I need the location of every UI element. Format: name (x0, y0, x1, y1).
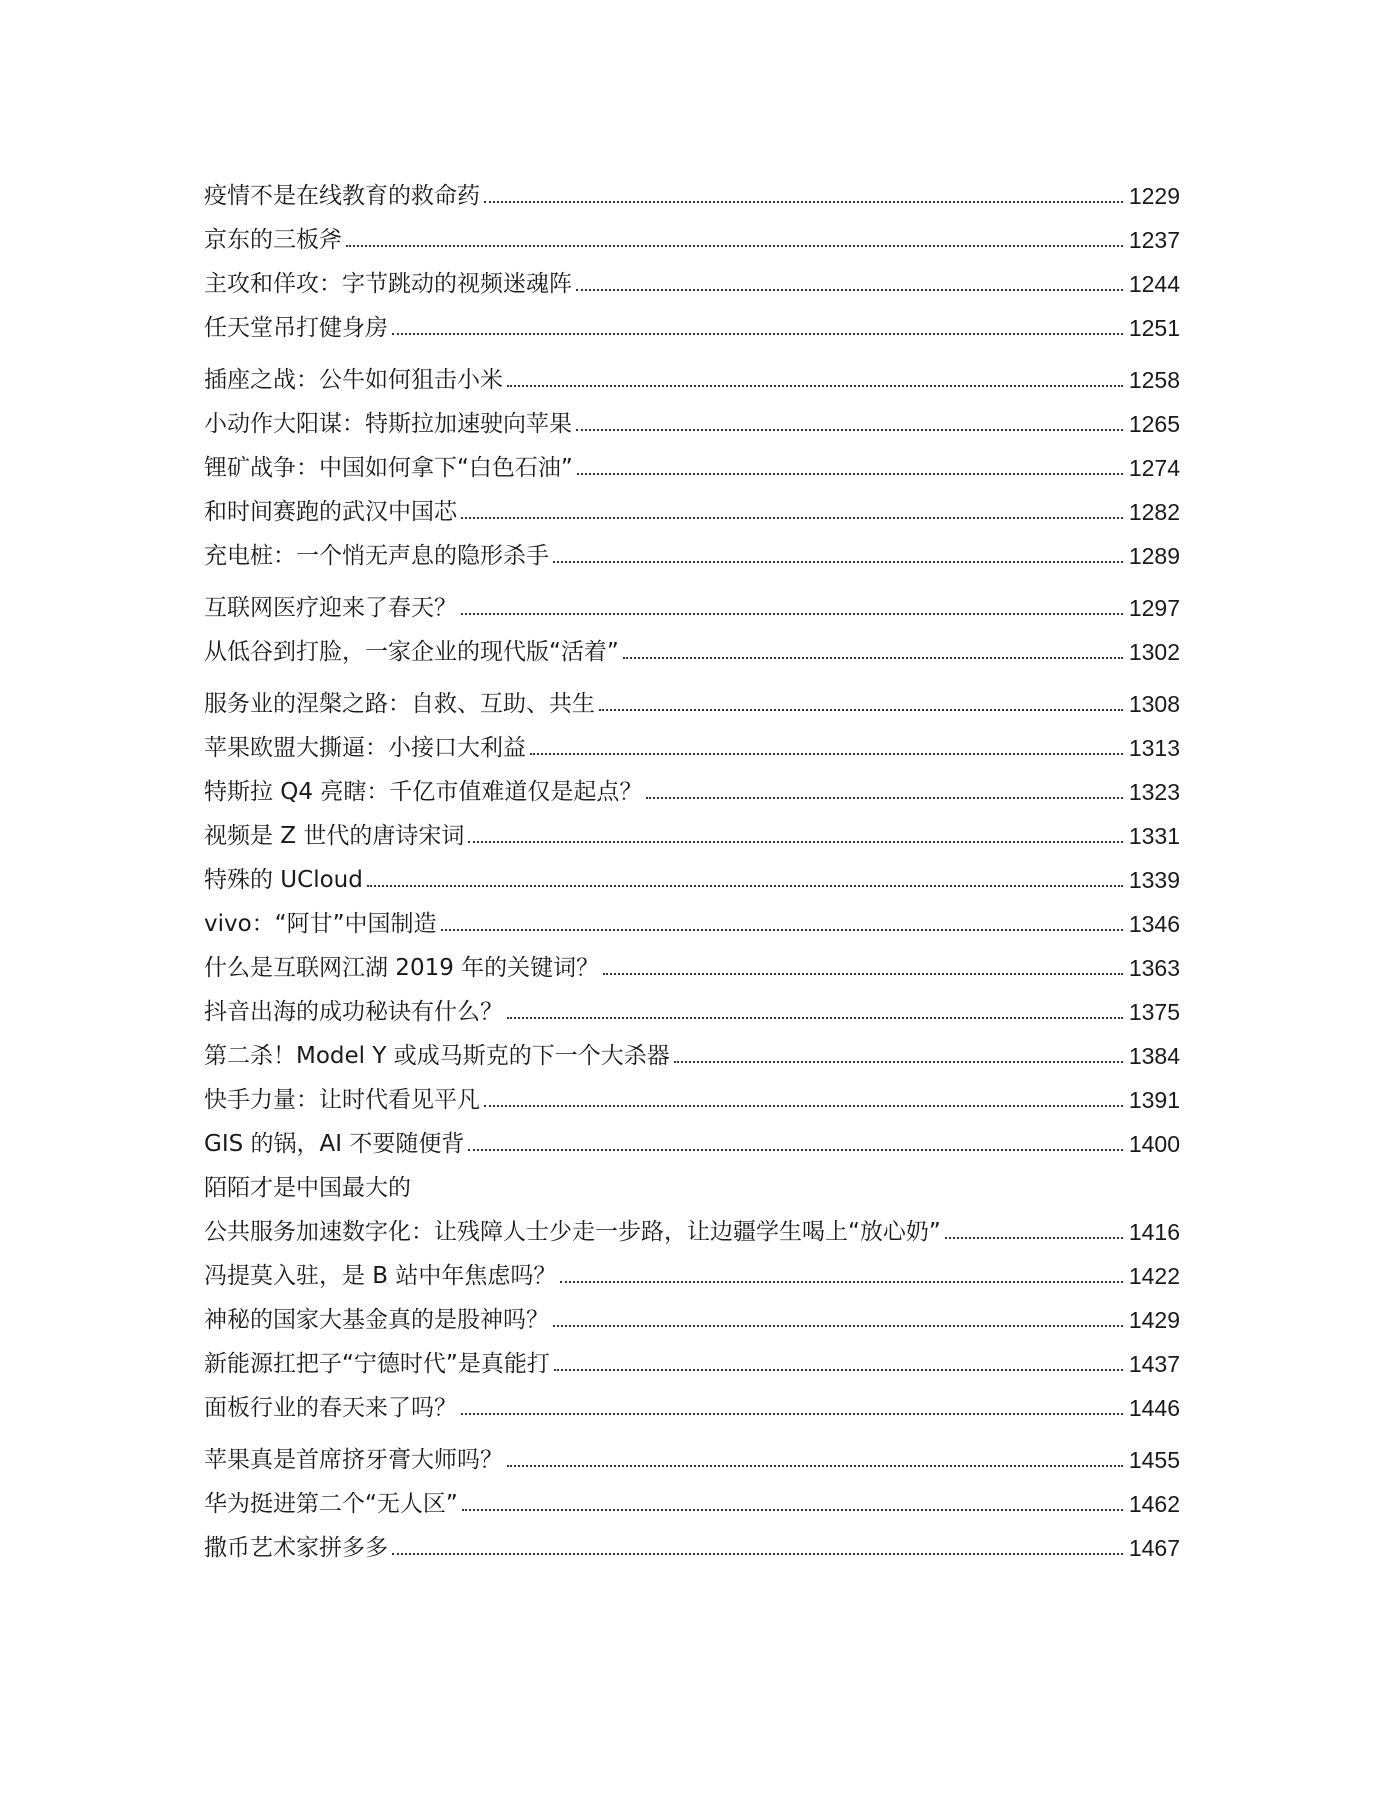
toc-entry[interactable] (204, 482, 1180, 526)
toc-page-number: 1265 (1128, 411, 1180, 437)
toc-page-number: 1274 (1128, 455, 1180, 481)
toc-dot-leader (346, 245, 1123, 247)
toc-entry[interactable] (204, 578, 1180, 622)
toc-page-number: 1363 (1128, 955, 1180, 981)
toc-entry[interactable] (204, 622, 1180, 666)
toc-entry[interactable] (204, 394, 1180, 438)
toc-page-number: 1289 (1128, 543, 1180, 569)
toc-page-number: 1244 (1128, 271, 1180, 297)
toc-page-number: 1416 (1128, 1219, 1180, 1245)
toc-entry-title: 服务业的涅槃之路：自救、互助、共生 (204, 691, 595, 717)
toc-entry-title: 新能源扛把子“宁德时代”是真能打 (204, 1351, 550, 1377)
toc-entry[interactable] (204, 1070, 1180, 1114)
toc-entry-title: 互联网医疗迎来了春天？ (204, 595, 457, 621)
toc-dot-leader (507, 1465, 1123, 1467)
toc-entry-title: 疫情不是在线教育的救命药 (204, 183, 480, 209)
toc-dot-leader (507, 1017, 1123, 1019)
toc-dot-leader (554, 1369, 1123, 1371)
toc-dot-leader (576, 289, 1123, 291)
table-of-contents (204, 166, 1180, 1562)
toc-entry-title: 什么是互联网江湖 2019 年的关键词？ (204, 955, 600, 981)
toc-entry[interactable] (204, 1474, 1180, 1518)
toc-dot-leader (441, 929, 1123, 931)
toc-entry-title: 撒币艺术家拼多多 (204, 1535, 388, 1561)
toc-entry-title: 面板行业的春天来了吗？ (204, 1395, 457, 1421)
toc-entry-title: 苹果欧盟大撕逼：小接口大利益 (204, 735, 526, 761)
toc-dot-leader (646, 797, 1122, 799)
toc-page-number: 1323 (1128, 779, 1180, 805)
toc-entry[interactable] (204, 1158, 1180, 1202)
toc-dot-leader (674, 1061, 1123, 1063)
toc-dot-leader (462, 1509, 1123, 1511)
toc-dot-leader (553, 1325, 1123, 1327)
toc-entry-title: 和时间赛跑的武汉中国芯 (204, 499, 457, 525)
toc-entry-title: 充电桩：一个悄无声息的隐形杀手 (204, 543, 549, 569)
toc-dot-leader (507, 385, 1123, 387)
toc-dot-leader (392, 333, 1123, 335)
toc-entry[interactable] (204, 1246, 1180, 1290)
toc-entry[interactable] (204, 166, 1180, 210)
toc-entry-title: 锂矿战争：中国如何拿下“白色石油” (204, 455, 573, 481)
toc-entry[interactable] (204, 1202, 1180, 1246)
toc-entry[interactable] (204, 982, 1180, 1026)
toc-page-number: 1339 (1128, 867, 1180, 893)
toc-entry[interactable] (204, 674, 1180, 718)
toc-dot-leader (577, 473, 1123, 475)
toc-entry[interactable] (204, 938, 1180, 982)
toc-page-number: 1313 (1128, 735, 1180, 761)
toc-dot-leader (484, 1105, 1123, 1107)
toc-entry-title: 抖音出海的成功秘诀有什么？ (204, 999, 503, 1025)
toc-entry[interactable] (204, 1378, 1180, 1422)
toc-entry-title: 视频是 Z 世代的唐诗宋词 (204, 823, 465, 849)
toc-entry[interactable] (204, 850, 1180, 894)
toc-entry[interactable] (204, 210, 1180, 254)
toc-dot-leader (468, 1149, 1122, 1151)
toc-entry-title: 快手力量：让时代看见平凡 (204, 1087, 480, 1113)
toc-entry[interactable] (204, 1430, 1180, 1474)
toc-dot-leader (945, 1237, 1123, 1239)
toc-page-number: 1455 (1128, 1447, 1180, 1473)
toc-page-number: 1308 (1128, 691, 1180, 717)
toc-entry[interactable] (204, 762, 1180, 806)
toc-entry[interactable] (204, 350, 1180, 394)
toc-entry-title: 神秘的国家大基金真的是股神吗？ (204, 1307, 549, 1333)
toc-entry[interactable] (204, 718, 1180, 762)
toc-dot-leader (484, 201, 1123, 203)
toc-entry-title: 华为挺进第二个“无人区” (204, 1491, 458, 1517)
toc-page-number: 1467 (1128, 1535, 1180, 1561)
toc-page-number: 1237 (1128, 227, 1180, 253)
toc-dot-leader (576, 429, 1123, 431)
toc-page-number: 1282 (1128, 499, 1180, 525)
toc-entry[interactable] (204, 894, 1180, 938)
toc-dot-leader (461, 517, 1123, 519)
toc-entry-title: 陌陌才是中国最大的 (204, 1175, 411, 1201)
toc-entry[interactable] (204, 254, 1180, 298)
toc-entry[interactable] (204, 1290, 1180, 1334)
toc-page-number: 1251 (1128, 315, 1180, 341)
toc-entry[interactable] (204, 1334, 1180, 1378)
toc-entry-title: 小动作大阳谋：特斯拉加速驶向苹果 (204, 411, 572, 437)
toc-dot-leader (461, 1413, 1123, 1415)
toc-entry-title: 主攻和佯攻：字节跳动的视频迷魂阵 (204, 271, 572, 297)
toc-page-number: 1391 (1128, 1087, 1180, 1113)
toc-page-number: 1384 (1128, 1043, 1180, 1069)
toc-dot-leader (392, 1553, 1123, 1555)
toc-page-number: 1258 (1128, 367, 1180, 393)
toc-page-number: 1302 (1128, 639, 1180, 665)
toc-dot-leader (530, 753, 1123, 755)
toc-entry-title: 插座之战：公牛如何狙击小米 (204, 367, 503, 393)
toc-entry-title: 冯提莫入驻，是 B 站中年焦虑吗？ (204, 1263, 557, 1289)
toc-entry-title: 特斯拉 Q4 亮瞎：千亿市值难道仅是起点？ (204, 779, 643, 805)
toc-dot-leader (367, 885, 1123, 887)
toc-page-number: 1462 (1128, 1491, 1180, 1517)
toc-page-number: 1331 (1128, 823, 1180, 849)
toc-page-number: 1400 (1128, 1131, 1180, 1157)
toc-dot-leader (560, 1281, 1122, 1283)
toc-page-number: 1375 (1128, 999, 1180, 1025)
toc-entry[interactable] (204, 298, 1180, 342)
toc-entry-title: 任天堂吊打健身房 (204, 315, 388, 341)
toc-page-number: 1297 (1128, 595, 1180, 621)
toc-page-number: 1422 (1128, 1263, 1180, 1289)
toc-page-number: 1229 (1128, 183, 1180, 209)
toc-dot-leader (461, 613, 1123, 615)
toc-dot-leader (468, 841, 1122, 843)
toc-page-number: 1429 (1128, 1307, 1180, 1333)
toc-entry-title: 特殊的 UCloud (204, 867, 363, 893)
toc-page-number: 1446 (1128, 1395, 1180, 1421)
toc-entry[interactable] (204, 526, 1180, 570)
toc-dot-leader (553, 561, 1123, 563)
toc-entry-title: 公共服务加速数字化：让残障人士少走一步路，让边疆学生喝上“放心奶” (204, 1219, 941, 1245)
toc-entry-title: vivo：“阿甘”中国制造 (204, 911, 437, 937)
toc-entry-title: 京东的三板斧 (204, 227, 342, 253)
toc-entry-title: 第二杀！Model Y 或成马斯克的下一个大杀器 (204, 1043, 670, 1069)
toc-dot-leader (603, 973, 1123, 975)
toc-entry-title: 从低谷到打脸，一家企业的现代版“活着” (204, 639, 619, 665)
toc-entry[interactable] (204, 1518, 1180, 1562)
toc-entry[interactable] (204, 806, 1180, 850)
toc-entry[interactable] (204, 1026, 1180, 1070)
toc-entry[interactable] (204, 1114, 1180, 1158)
toc-entry-title: GIS 的锅，AI 不要随便背 (204, 1131, 465, 1157)
toc-dot-leader (599, 709, 1123, 711)
toc-page-number: 1346 (1128, 911, 1180, 937)
toc-entry-title: 苹果真是首席挤牙膏大师吗？ (204, 1447, 503, 1473)
toc-entry[interactable] (204, 438, 1180, 482)
toc-dot-leader (623, 657, 1123, 659)
toc-page-number: 1437 (1128, 1351, 1180, 1377)
